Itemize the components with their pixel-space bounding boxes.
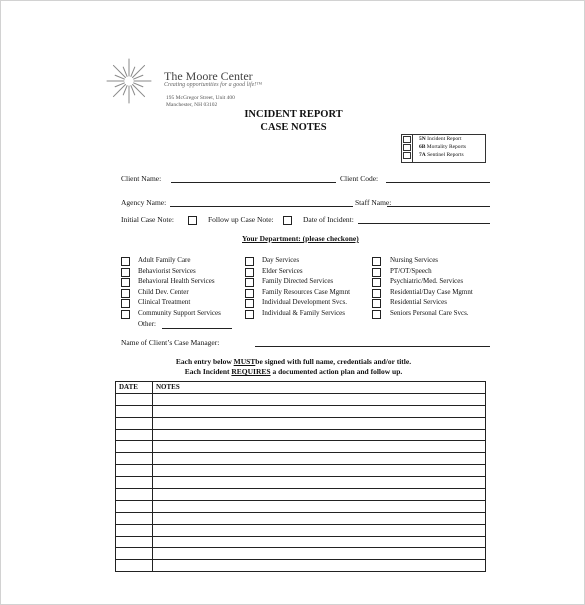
department-option: Clinical Treatment bbox=[138, 298, 191, 307]
department-checkbox[interactable] bbox=[121, 299, 130, 308]
notes-cell[interactable] bbox=[153, 524, 486, 536]
department-checkbox[interactable] bbox=[245, 268, 254, 277]
date-cell[interactable] bbox=[116, 560, 153, 572]
notes-cell[interactable] bbox=[153, 441, 486, 453]
department-option: Behavioral Health Services bbox=[138, 277, 215, 286]
date-cell[interactable] bbox=[116, 500, 153, 512]
notes-cell[interactable] bbox=[153, 536, 486, 548]
table-row bbox=[116, 500, 486, 512]
notes-cell[interactable] bbox=[153, 548, 486, 560]
department-option: Other: bbox=[138, 319, 156, 328]
department-checkbox[interactable] bbox=[121, 289, 130, 298]
department-option: Family Resources Case Mgmnt bbox=[262, 287, 351, 296]
notes-cell[interactable] bbox=[153, 500, 486, 512]
client-code-field[interactable] bbox=[386, 182, 490, 183]
notes-cell[interactable] bbox=[153, 405, 486, 417]
date-cell[interactable] bbox=[116, 548, 153, 560]
instruction-line-1: Each entry below MUSTbe signed with full name, credentials and/or title. bbox=[175, 357, 412, 366]
department-option: Individual & Family Services bbox=[262, 309, 346, 317]
case-manager-field[interactable] bbox=[255, 346, 490, 347]
initial-case-note-label: Initial Case Note: bbox=[121, 215, 174, 224]
date-cell[interactable] bbox=[116, 453, 153, 465]
address-line-2: Manchester, NH 03102 bbox=[166, 102, 218, 108]
case-notes-table bbox=[115, 381, 486, 572]
department-option: PT/OT/Speech bbox=[390, 266, 432, 275]
table-row bbox=[116, 417, 486, 429]
date-cell[interactable] bbox=[116, 536, 153, 548]
date-cell[interactable] bbox=[116, 524, 153, 536]
initial-case-note-checkbox[interactable] bbox=[188, 216, 197, 225]
other-department-field[interactable] bbox=[162, 328, 232, 329]
department-checkbox[interactable] bbox=[372, 310, 381, 319]
department-option: Residential Services bbox=[390, 298, 447, 307]
department-checkbox[interactable] bbox=[245, 257, 254, 266]
case-manager-label: Name of Client’s Case Manager: bbox=[121, 338, 220, 347]
table-row bbox=[116, 441, 486, 453]
report-subtitle: CASE NOTES bbox=[260, 122, 327, 133]
date-cell[interactable] bbox=[116, 465, 153, 477]
department-option: Adult Family Care bbox=[138, 256, 191, 264]
department-checkbox[interactable] bbox=[372, 299, 381, 308]
table-row bbox=[116, 512, 486, 524]
department-checkbox[interactable] bbox=[245, 299, 254, 308]
department-checkbox[interactable] bbox=[245, 289, 254, 298]
address-line-1: 195 McGregor Street, Unit 400 bbox=[166, 95, 235, 101]
department-option: Nursing Services bbox=[390, 256, 439, 264]
client-name-field[interactable] bbox=[171, 182, 336, 183]
report-type-6b: 6B Mortality Reports bbox=[419, 144, 467, 150]
date-cell[interactable] bbox=[116, 417, 153, 429]
date-cell[interactable] bbox=[116, 393, 153, 405]
agency-name-field[interactable] bbox=[170, 206, 353, 207]
table-row bbox=[116, 524, 486, 536]
report-type-checkbox[interactable] bbox=[403, 136, 411, 143]
table-row bbox=[116, 560, 486, 572]
department-checkbox[interactable] bbox=[121, 310, 130, 319]
report-type-7a: 7A Sentinel Reports bbox=[419, 152, 464, 158]
department-checkbox[interactable] bbox=[245, 310, 254, 319]
table-row bbox=[116, 536, 486, 548]
notes-cell[interactable] bbox=[153, 393, 486, 405]
department-checkbox[interactable] bbox=[121, 278, 130, 287]
date-of-incident-field[interactable] bbox=[358, 223, 490, 224]
department-option: Individual Development Svcs. bbox=[262, 298, 347, 307]
department-checkbox[interactable] bbox=[245, 278, 254, 287]
table-row bbox=[116, 453, 486, 465]
department-heading: Your Department: (please checkone) bbox=[242, 234, 359, 243]
org-tagline: Creating opportunities for a good life!™ bbox=[164, 82, 263, 88]
department-option: Community Support Services bbox=[138, 309, 221, 317]
table-row bbox=[116, 489, 486, 501]
date-cell[interactable] bbox=[116, 477, 153, 489]
staff-name-field[interactable] bbox=[387, 206, 490, 207]
agency-name-label: Agency Name: bbox=[121, 198, 167, 207]
notes-cell[interactable] bbox=[153, 429, 486, 441]
client-name-label: Client Name: bbox=[121, 174, 162, 183]
instruction-line-2: Each Incident REQUIRES a documented action plan and follow up. bbox=[184, 367, 403, 376]
date-cell[interactable] bbox=[116, 489, 153, 501]
notes-cell[interactable] bbox=[153, 465, 486, 477]
department-checkbox[interactable] bbox=[372, 268, 381, 277]
date-cell[interactable] bbox=[116, 405, 153, 417]
notes-cell[interactable] bbox=[153, 512, 486, 524]
department-option: Child Dev. Center bbox=[138, 287, 189, 296]
report-type-checkbox[interactable] bbox=[403, 144, 411, 151]
department-option: Elder Services bbox=[262, 266, 303, 275]
table-row bbox=[116, 405, 486, 417]
table-row bbox=[116, 429, 486, 441]
table-row bbox=[116, 393, 486, 405]
date-column-header: DATE bbox=[116, 382, 153, 394]
department-checkbox[interactable] bbox=[372, 257, 381, 266]
follow-up-case-note-label: Follow up Case Note: bbox=[208, 215, 274, 224]
department-checkbox[interactable] bbox=[121, 257, 130, 266]
department-option: Psychiatric/Med. Services bbox=[390, 277, 464, 286]
report-title: INCIDENT REPORT bbox=[244, 109, 343, 120]
notes-cell[interactable] bbox=[153, 477, 486, 489]
department-option: Seniors Personal Care Svcs. bbox=[390, 309, 469, 317]
department-option: Day Services bbox=[262, 256, 300, 264]
date-cell[interactable] bbox=[116, 512, 153, 524]
department-option: Behaviorist Services bbox=[138, 266, 196, 275]
notes-column-header: NOTES bbox=[153, 382, 486, 394]
table-row bbox=[116, 548, 486, 560]
sunburst-logo-icon bbox=[104, 56, 154, 106]
notes-cell[interactable] bbox=[153, 453, 486, 465]
notes-cell[interactable] bbox=[153, 560, 486, 572]
department-option: Family Directed Services bbox=[262, 277, 334, 286]
date-cell[interactable] bbox=[116, 441, 153, 453]
notes-cell[interactable] bbox=[153, 417, 486, 429]
table-row bbox=[116, 477, 486, 489]
department-checkbox[interactable] bbox=[121, 268, 130, 277]
department-checkbox[interactable] bbox=[372, 278, 381, 287]
report-type-5n: 5N Incident Report bbox=[419, 136, 462, 142]
table-row bbox=[116, 465, 486, 477]
follow-up-case-note-checkbox[interactable] bbox=[283, 216, 292, 225]
notes-cell[interactable] bbox=[153, 489, 486, 501]
client-code-label: Client Code: bbox=[340, 174, 379, 183]
department-checkbox[interactable] bbox=[372, 289, 381, 298]
table-header-row bbox=[116, 382, 486, 394]
date-cell[interactable] bbox=[116, 429, 153, 441]
department-option: Residential/Day Case Mgmnt bbox=[390, 287, 473, 296]
org-name: The Moore Center bbox=[164, 69, 253, 83]
staff-name-label: Staff Name: bbox=[355, 198, 392, 207]
report-type-checkbox[interactable] bbox=[403, 152, 411, 159]
org-address bbox=[166, 95, 235, 109]
date-of-incident-label: Date of Incident: bbox=[303, 215, 354, 224]
